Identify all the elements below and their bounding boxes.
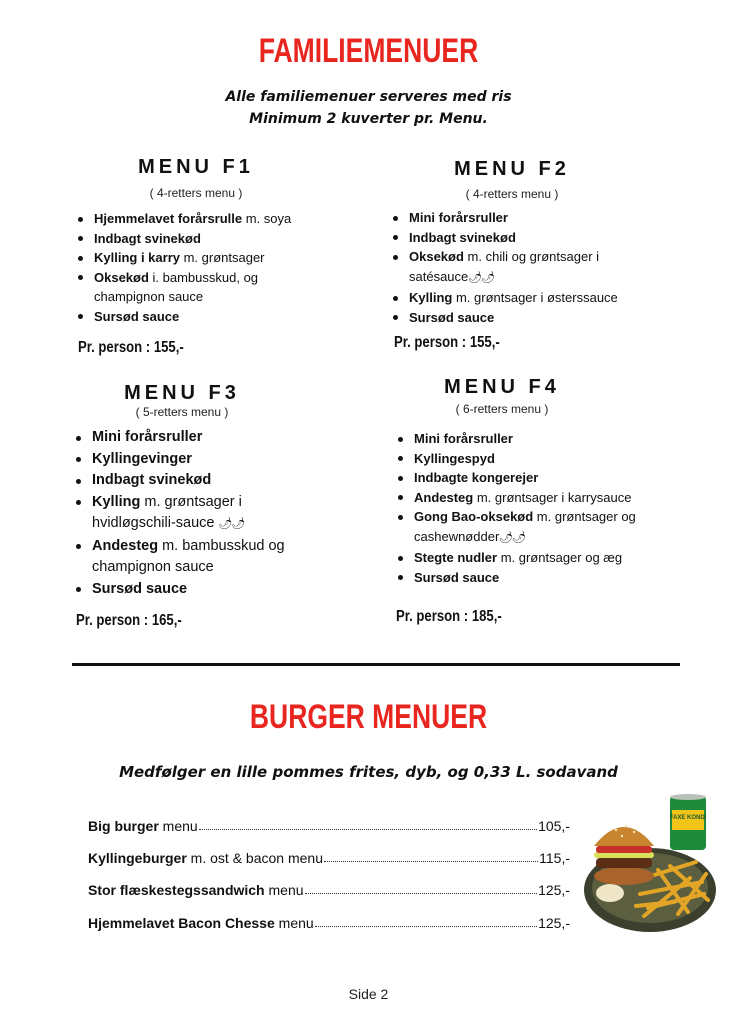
list-item: Indbagt svinekød: [76, 229, 321, 249]
menu-f1-course: ( 4-retters menu ): [149, 186, 243, 200]
can-label: FAXE KONDI: [669, 815, 707, 821]
soda-can-icon: [670, 794, 707, 850]
list-item: Mini forårsruller: [396, 429, 666, 449]
menu-f4-items: [396, 429, 666, 587]
burger-title: BURGER MENUER: [249, 698, 488, 736]
page-number: Side 2: [348, 986, 389, 1002]
burger-row-flaeskesteg: [88, 882, 570, 898]
chili-icon: 🌶🌶: [499, 531, 526, 544]
burger-row-big: [88, 818, 570, 834]
list-item: Indbagte kongerejer: [396, 468, 666, 488]
list-item: Kylling i karry m. grøntsager: [76, 248, 321, 268]
dot-leader: [324, 861, 538, 862]
menu-f4-course: ( 6-retters menu ): [455, 402, 549, 416]
menu-f1-items: [76, 209, 321, 326]
burger-row-kylling: [88, 850, 570, 866]
menu-f1-heading: MENU F1: [138, 156, 254, 178]
page-title: FAMILIEMENUER: [258, 32, 479, 70]
subtitle-minimum: Minimum 2 kuverter pr. Menu.: [249, 111, 488, 127]
list-item: Sursød sauce: [74, 579, 314, 601]
menu-f3-items: [74, 427, 314, 600]
burger-item-name: Hjemmelavet Bacon Chesse menu: [88, 915, 314, 931]
burger-item-name: Stor flæskestegssandwich menu: [88, 882, 304, 898]
list-item: Mini forårsruller: [74, 427, 314, 449]
burger-item-price: 105,-: [538, 818, 570, 834]
list-item: Kyllingespyd: [396, 449, 666, 469]
subtitle-rice: Alle familiemenuer serveres med ris: [225, 89, 512, 105]
burger-item-name: Kyllingeburger m. ost & bacon menu: [88, 850, 323, 866]
list-item: Mini forårsruller: [391, 208, 651, 228]
burger-row-bacon: [88, 915, 570, 931]
burger-item-price: 115,-: [539, 850, 570, 866]
burger-plate-image: [578, 790, 720, 940]
list-item: Sursød sauce: [76, 307, 321, 327]
dot-leader: [315, 926, 537, 927]
menu-f2-price: Pr. person : 155,-: [394, 334, 500, 351]
menu-f4-heading: MENU F4: [444, 376, 560, 398]
list-item: Oksekød m. chili og grøntsager i satésauce🌶🌶: [391, 247, 616, 288]
menu-f3-heading: MENU F3: [124, 382, 240, 404]
dot-leader: [305, 893, 538, 894]
section-divider: [72, 663, 680, 666]
burger-item-price: 125,-: [538, 915, 570, 931]
list-item: Kyllingevinger: [74, 449, 314, 471]
list-item: Oksekød i. bambusskud, og champignon sauce: [76, 268, 281, 307]
list-item: Hjemmelavet forårsrulle m. soya: [76, 209, 321, 229]
list-item: Indbagt svinekød: [74, 470, 314, 492]
list-item: Andesteg m. bambusskud og champignon sauce: [74, 536, 314, 579]
menu-f3-price: Pr. person : 165,-: [76, 612, 182, 629]
dot-leader: [199, 829, 537, 830]
chili-icon: 🌶🌶: [218, 518, 245, 530]
list-item: Andesteg m. grøntsager i karrysauce: [396, 488, 666, 508]
burger-subtitle: Medfølger en lille pommes frites, dyb, og 0,33 L. sodavand: [119, 763, 618, 781]
list-item: Kylling m. grøntsager i østerssauce: [391, 288, 651, 308]
menu-f2-course: ( 4-retters menu ): [465, 187, 559, 201]
chili-icon: 🌶🌶: [468, 271, 495, 284]
menu-f2-heading: MENU F2: [454, 158, 570, 180]
menu-f1-price: Pr. person : 155,-: [78, 339, 184, 356]
list-item: Sursød sauce: [396, 568, 666, 588]
list-item: Stegte nudler m. grøntsager og æg: [396, 548, 666, 568]
list-item: Gong Bao-oksekød m. grøntsager og cashewnødder🌶🌶: [396, 507, 658, 548]
menu-f4-price: Pr. person : 185,-: [396, 608, 502, 625]
list-item: Indbagt svinekød: [391, 228, 651, 248]
menu-f2-items: [391, 208, 651, 327]
list-item: Kylling m. grøntsager i hvidløgschili-sauce 🌶🌶: [74, 492, 279, 536]
dip-icon: [596, 884, 624, 902]
list-item: Sursød sauce: [391, 308, 651, 328]
burger-icon: [594, 825, 654, 885]
menu-f3-course: ( 5-retters menu ): [135, 405, 229, 419]
burger-item-name: Big burger menu: [88, 818, 198, 834]
burger-item-price: 125,-: [538, 882, 570, 898]
